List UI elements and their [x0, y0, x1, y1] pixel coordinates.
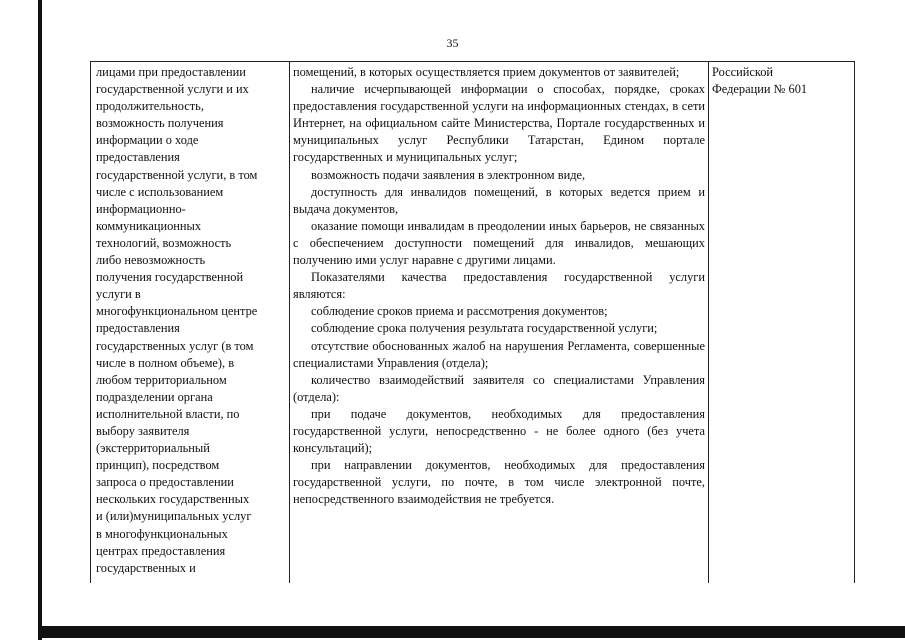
table-cell-line: числе с использованием [96, 184, 224, 199]
page-number: 35 [446, 36, 459, 50]
scan-bottom-border [38, 626, 905, 638]
table-cell-line: выбору заявителя [96, 423, 190, 438]
table-cell-line: технологий, возможность [96, 235, 232, 250]
table-cell-line: получения государственной [96, 270, 244, 285]
table-cell-line: продолжительность, [96, 99, 204, 114]
table-cell-line: и (или)муниципальных услуг [96, 509, 252, 524]
content-paragraph: при подаче документов, необходимых для предоставления государственной услуги, непосредственно - не более одного (без учета консультаций); [293, 406, 705, 456]
table-column-reference [709, 62, 854, 583]
table-cell-line: подразделении органа [96, 389, 213, 404]
table-cell-line: многофункциональном центре [96, 304, 258, 319]
table-cell-line: запроса о предоставлении [96, 475, 234, 490]
table-cell-line: нескольких государственных [96, 492, 250, 507]
table-cell-line: предоставления [96, 321, 180, 336]
content-paragraph: при направлении документов, необходимых для предоставления государственной услуги, по почте, в том числе электронной почте, непосредственного взаимодействия не требуется. [293, 458, 705, 507]
reference-line: Федерации № 601 [712, 82, 808, 97]
regulation-table [90, 61, 855, 583]
table-column-content [290, 62, 709, 583]
table-cell-line: исполнительной власти, по [96, 406, 240, 421]
table-cell-line: государственных услуг (в том [96, 338, 254, 353]
table-cell-line: лицами при предоставлении [96, 65, 246, 79]
content-paragraph: помещений, в которых осуществляется прием документов от заявителей; [293, 65, 680, 79]
content-paragraph: возможность подачи заявления в электронном виде, [311, 167, 586, 182]
table-cell-line: коммуникационных [96, 218, 202, 233]
reference-line: Российской [712, 65, 774, 79]
content-paragraph: наличие исчерпывающей информации о способах, порядке, сроках предоставления государственной услуги на информационных стендах, в сети Интернет, на официальном сайте Министерства, Портале государственных и муниципальных услуг Республики Татарстан, Едином портале государственных и муниципальных услуг; [293, 82, 705, 165]
table-cell-line: информационно- [96, 201, 186, 216]
scan-left-border [38, 0, 42, 640]
content-paragraph: соблюдение сроков приема и рассмотрения документов; [311, 304, 608, 319]
table-cell-line: услуги в [96, 287, 141, 302]
table-cell-line: любом территориальном [96, 372, 227, 387]
content-paragraph: Показателями качества предоставления государственной услуги являются: [293, 270, 705, 302]
content-paragraph: доступность для инвалидов помещений, в которых ведется прием и выдача документов, [293, 184, 705, 216]
table-cell-line: (экстерриториальный [96, 441, 210, 456]
content-paragraph: соблюдение срока получения результата государственной услуги; [311, 321, 658, 336]
content-paragraph: количество взаимодействий заявителя со специалистами Управления (отдела): [293, 372, 705, 404]
table-cell-line: в многофункциональных [96, 526, 228, 541]
table-cell-line: предоставления [96, 150, 180, 165]
table-cell-line: числе в полном объеме), в [96, 355, 235, 370]
table-cell-line: возможность получения [96, 116, 224, 131]
content-paragraph: отсутствие обоснованных жалоб на нарушения Регламента, совершенные специалистами Управления (отдела); [293, 338, 705, 370]
content-paragraph: оказание помощи инвалидам в преодолении иных барьеров, не связанных с обеспечением доступности помещений для инвалидов, мешающих получению ими услуг наравне с другими лицами. [293, 218, 705, 268]
table-cell-line: государственной услуги, в том [96, 167, 258, 182]
table-cell-line: принцип), посредством [96, 458, 220, 473]
table-cell-line: государственных и [96, 560, 196, 575]
table-cell-line: государственной услуги и их [96, 82, 249, 97]
table-cell-line: информации о ходе [96, 133, 199, 148]
table-cell-line: центрах предоставления [96, 543, 226, 558]
table-cell-line: либо невозможность [96, 253, 206, 268]
table-column-subject [91, 62, 290, 583]
